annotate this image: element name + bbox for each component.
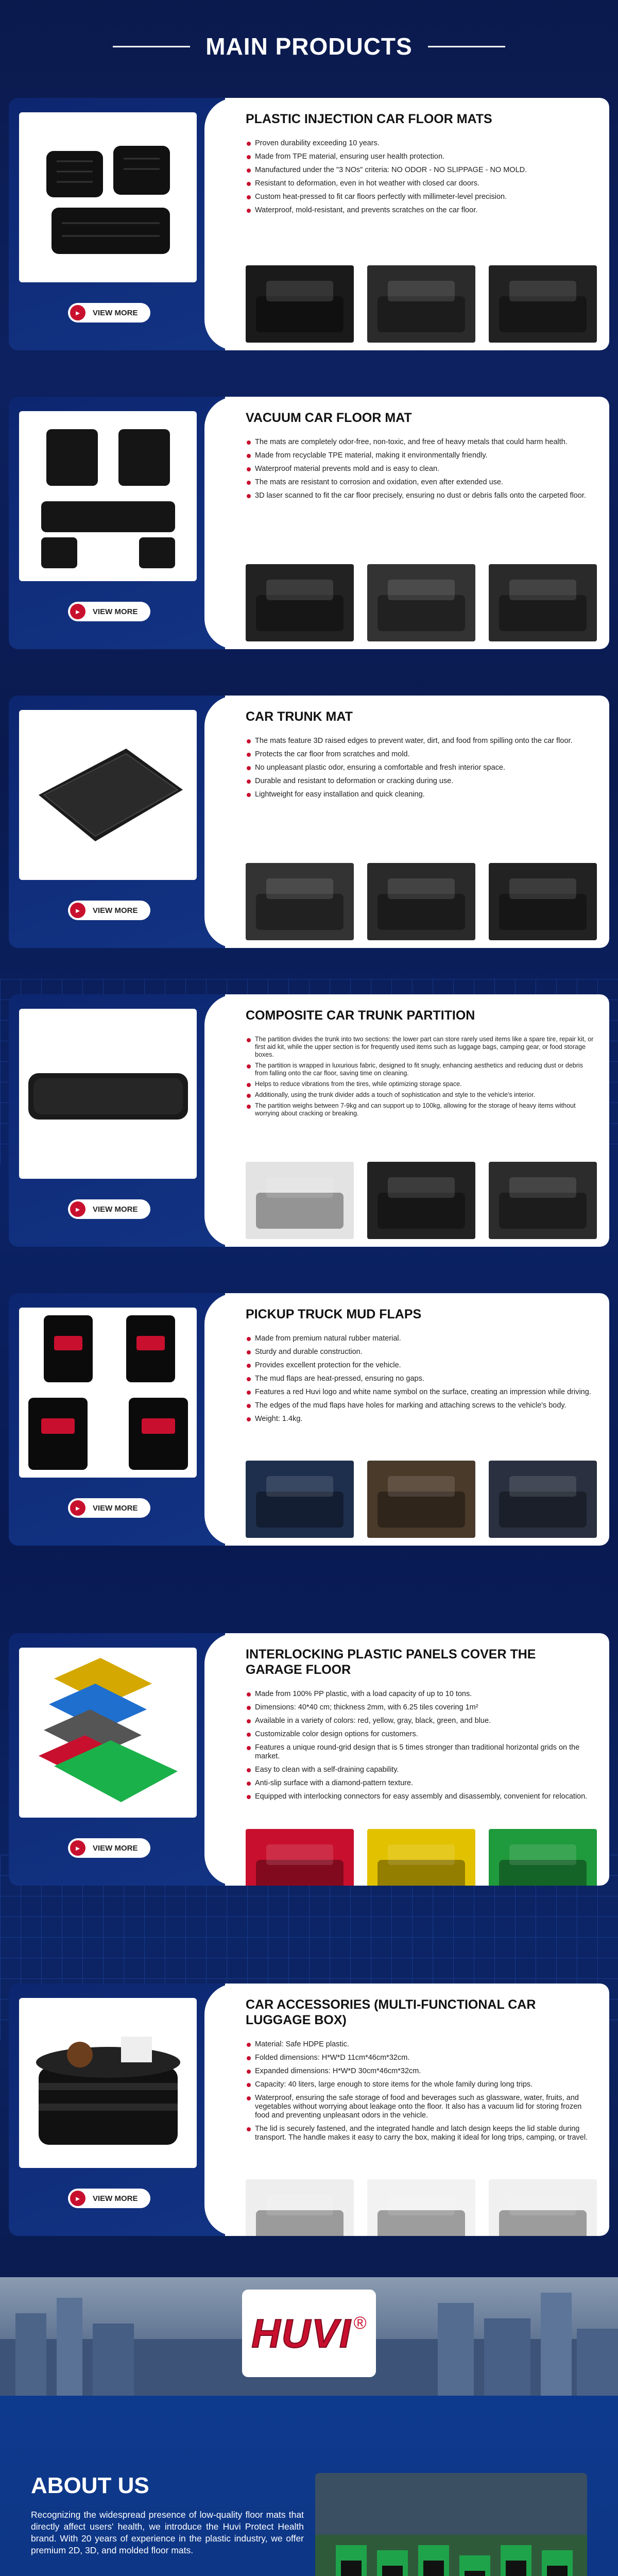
product-bullet: Anti-slip surface with a diamond-pattern texture. — [246, 1779, 596, 1788]
product-thumbnail — [489, 1829, 597, 1886]
product-bullet: Waterproof material prevents mold and is easy to clean. — [246, 465, 596, 473]
product-bullet: Weight: 1.4kg. — [246, 1415, 596, 1423]
warehouse-image — [315, 2473, 587, 2576]
product-title: INTERLOCKING PLASTIC PANELS COVER THE GARAGE FLOOR — [246, 1647, 536, 1677]
product-bullet: Custom heat-pressed to fit car floors perfectly with millimeter-level precision. — [246, 193, 596, 201]
product-thumbnail — [246, 863, 354, 940]
product-bullets — [246, 1334, 596, 1428]
product-thumbnails — [246, 1829, 597, 1886]
arrow-right-icon: ► — [70, 305, 85, 320]
arrow-right-icon: ► — [70, 903, 85, 918]
product-image — [19, 1308, 197, 1478]
product-bullet: The edges of the mud flaps have holes for marking and attaching screws to the vehicle's body. — [246, 1401, 596, 1410]
product-title: PICKUP TRUCK MUD FLAPS — [246, 1307, 422, 1321]
view-more-button[interactable] — [68, 901, 150, 920]
product-bullet: Waterproof, mold-resistant, and prevents scratches on the car floor. — [246, 206, 596, 215]
product-bullet: Available in a variety of colors: red, yellow, gray, black, green, and blue. — [246, 1717, 596, 1725]
product-bullet: Made from premium natural rubber material. — [246, 1334, 596, 1343]
product-bullet: Made from 100% PP plastic, with a load capacity of up to 10 tons. — [246, 1690, 596, 1699]
product-bullet: No unpleasant plastic odor, ensuring a comfortable and fresh interior space. — [246, 764, 596, 772]
product-image — [19, 1648, 197, 1818]
product-bullet: Manufactured under the "3 NOs" criteria: NO ODOR - NO SLIPPAGE - NO MOLD. — [246, 166, 596, 175]
product-bullet: The mud flaps are heat-pressed, ensuring no gaps. — [246, 1375, 596, 1383]
city-banner — [0, 2277, 618, 2396]
product-image — [19, 1998, 197, 2168]
product-card — [9, 994, 609, 1247]
arrow-right-icon: ► — [70, 1201, 85, 1217]
product-thumbnail — [367, 863, 475, 940]
product-bullets — [246, 1036, 596, 1121]
view-more-label: VIEW MORE — [93, 607, 138, 616]
view-more-label: VIEW MORE — [93, 1503, 138, 1513]
product-bullets — [246, 737, 596, 804]
product-bullet: The lid is securely fastened, and the integrated handle and latch design keeps the lid stable during transport. The handle makes it easy to carry the box, making it ideal for long trips, camping, or travel. — [246, 2125, 596, 2142]
product-thumbnail — [367, 564, 475, 641]
product-thumbnails — [246, 1162, 597, 1239]
product-thumbnails — [246, 265, 597, 343]
product-thumbnail — [489, 863, 597, 940]
product-thumbnail — [246, 564, 354, 641]
about-section — [0, 2277, 618, 2576]
product-thumbnail — [246, 1829, 354, 1886]
product-bullet: The partition weighs between 7-9kg and can support up to 100kg, allowing for the storage of heavy items without worrying about cracking or breaking. — [246, 1102, 596, 1117]
product-thumbnail — [246, 1461, 354, 1538]
product-thumbnails — [246, 564, 597, 641]
product-card — [9, 1293, 609, 1546]
product-title: VACUUM CAR FLOOR MAT — [246, 411, 412, 425]
product-card — [9, 397, 609, 649]
product-card — [9, 696, 609, 948]
product-thumbnail — [367, 1461, 475, 1538]
product-thumbnails — [246, 1461, 597, 1538]
view-more-button[interactable] — [68, 602, 150, 621]
product-thumbnail — [489, 564, 597, 641]
view-more-label: VIEW MORE — [93, 2194, 138, 2203]
product-bullet: Additionally, using the trunk divider adds a touch of sophistication and style to the vehicle's interior. — [246, 1091, 596, 1099]
about-title: ABOUT US — [31, 2473, 149, 2498]
product-bullet: Customizable color design options for customers. — [246, 1730, 596, 1739]
product-bullet: Dimensions: 40*40 cm; thickness 2mm, with 6.25 tiles covering 1m² — [246, 1703, 596, 1712]
product-image — [19, 710, 197, 880]
view-more-button[interactable] — [68, 1838, 150, 1858]
product-title: PLASTIC INJECTION CAR FLOOR MATS — [246, 112, 492, 126]
product-thumbnail — [246, 265, 354, 343]
product-thumbnail — [367, 2179, 475, 2236]
product-bullets — [246, 1690, 596, 1806]
product-thumbnails — [246, 2179, 597, 2236]
arrow-right-icon: ► — [70, 1840, 85, 1856]
view-more-button[interactable] — [68, 1498, 150, 1518]
product-bullet: Provides excellent protection for the vehicle. — [246, 1361, 596, 1370]
product-card — [9, 1633, 609, 1886]
product-bullet: Helps to reduce vibrations from the tires, while optimizing storage space. — [246, 1080, 596, 1088]
product-thumbnail — [367, 1162, 475, 1239]
product-bullet: The partition is wrapped in luxurious fabric, designed to fit snugly, enhancing aesthetics and reducing dust or debris from falling onto the car floor, saving time on cleaning. — [246, 1062, 596, 1077]
product-bullet: Sturdy and durable construction. — [246, 1348, 596, 1357]
product-title: CAR ACCESSORIES (MULTI-FUNCTIONAL CAR LUGGAGE BOX) — [246, 1997, 536, 2027]
product-image — [19, 1009, 197, 1179]
product-bullet: Made from TPE material, ensuring user health protection. — [246, 152, 596, 161]
product-bullet: The mats are completely odor-free, non-toxic, and free of heavy metals that could harm health. — [246, 438, 596, 447]
product-bullet: Features a red Huvi logo and white name symbol on the surface, creating an impression while driving. — [246, 1388, 596, 1397]
product-thumbnail — [489, 2179, 597, 2236]
product-card — [9, 1984, 609, 2236]
product-bullet: Proven durability exceeding 10 years. — [246, 139, 596, 148]
product-bullet: Resistant to deformation, even in hot weather with closed car doors. — [246, 179, 596, 188]
header-line-right — [428, 46, 505, 47]
product-bullet: The partition divides the trunk into two sections: the lower part can store rarely used items like a spare tire, repair kit, or first aid kit, while the upper section is for frequently used items such as luggage bags, camping gear, or food storage boxes. — [246, 1036, 596, 1059]
product-thumbnail — [246, 2179, 354, 2236]
product-bullet: The mats are resistant to corrosion and oxidation, even after extended use. — [246, 478, 596, 487]
product-thumbnail — [489, 1461, 597, 1538]
page-title: MAIN PRODUCTS — [205, 33, 413, 60]
view-more-button[interactable] — [68, 1199, 150, 1219]
header-line-left — [113, 46, 190, 47]
product-bullets — [246, 438, 596, 505]
product-bullet: Expanded dimensions: H*W*D 30cm*46cm*32cm. — [246, 2067, 596, 2076]
product-thumbnail — [367, 265, 475, 343]
product-bullet: 3D laser scanned to fit the car floor precisely, ensuring no dust or debris falls onto the carpeted floor. — [246, 492, 596, 500]
arrow-right-icon: ► — [70, 604, 85, 619]
product-bullet: Folded dimensions: H*W*D 11cm*46cm*32cm. — [246, 2054, 596, 2062]
product-bullet: Easy to clean with a self-draining capability. — [246, 1766, 596, 1774]
product-bullet: Protects the car floor from scratches and mold. — [246, 750, 596, 759]
view-more-label: VIEW MORE — [93, 308, 138, 317]
product-bullet: Waterproof, ensuring the safe storage of food and beverages such as glassware, water, fruits, and vegetables without worrying about leakage onto the floor. It also has a vacuum lid for storing frozen food and preventing unpleasant odors in the vehicle. — [246, 2094, 596, 2120]
product-bullet: Durable and resistant to deformation or cracking during use. — [246, 777, 596, 786]
product-bullet: Made from recyclable TPE material, making it environmentally friendly. — [246, 451, 596, 460]
arrow-right-icon: ► — [70, 2191, 85, 2206]
product-bullet: Capacity: 40 liters, large enough to store items for the whole family during long trips. — [246, 2080, 596, 2089]
view-more-button[interactable] — [68, 2189, 150, 2208]
section-header — [0, 0, 618, 93]
product-thumbnail — [489, 1162, 597, 1239]
product-image — [19, 411, 197, 581]
view-more-label: VIEW MORE — [93, 1205, 138, 1214]
product-card — [9, 98, 609, 350]
product-title: COMPOSITE CAR TRUNK PARTITION — [246, 1008, 475, 1023]
product-thumbnail — [489, 265, 597, 343]
product-bullet: Equipped with interlocking connectors for easy assembly and disassembly, convenient for relocation. — [246, 1792, 596, 1801]
product-bullets — [246, 139, 596, 219]
product-bullet: The mats feature 3D raised edges to prevent water, dirt, and food from spilling onto the car floor. — [246, 737, 596, 745]
product-image — [19, 112, 197, 282]
arrow-right-icon: ► — [70, 1500, 85, 1516]
product-title: CAR TRUNK MAT — [246, 709, 353, 724]
view-more-label: VIEW MORE — [93, 906, 138, 915]
view-more-button[interactable] — [68, 303, 150, 323]
product-thumbnails — [246, 863, 597, 940]
product-bullet: Features a unique round-grid design that is 5 times stronger than traditional horizontal grids on the market. — [246, 1743, 596, 1761]
huvi-logo: HUVI ® — [242, 2290, 376, 2377]
product-bullet: Lightweight for easy installation and quick cleaning. — [246, 790, 596, 799]
product-thumbnail — [367, 1829, 475, 1886]
product-bullet: Material: Safe HDPE plastic. — [246, 2040, 596, 2049]
about-paragraph-1: Recognizing the widespread presence of low-quality floor mats that directly affect users' health, we introduce the Huvi Protect Health brand. With 20 years of experience in the plastic industry, we offer premium 2D, 3D, and molded floor mats. — [31, 2510, 304, 2555]
view-more-label: VIEW MORE — [93, 1843, 138, 1853]
product-thumbnail — [246, 1162, 354, 1239]
product-bullets — [246, 2040, 596, 2147]
